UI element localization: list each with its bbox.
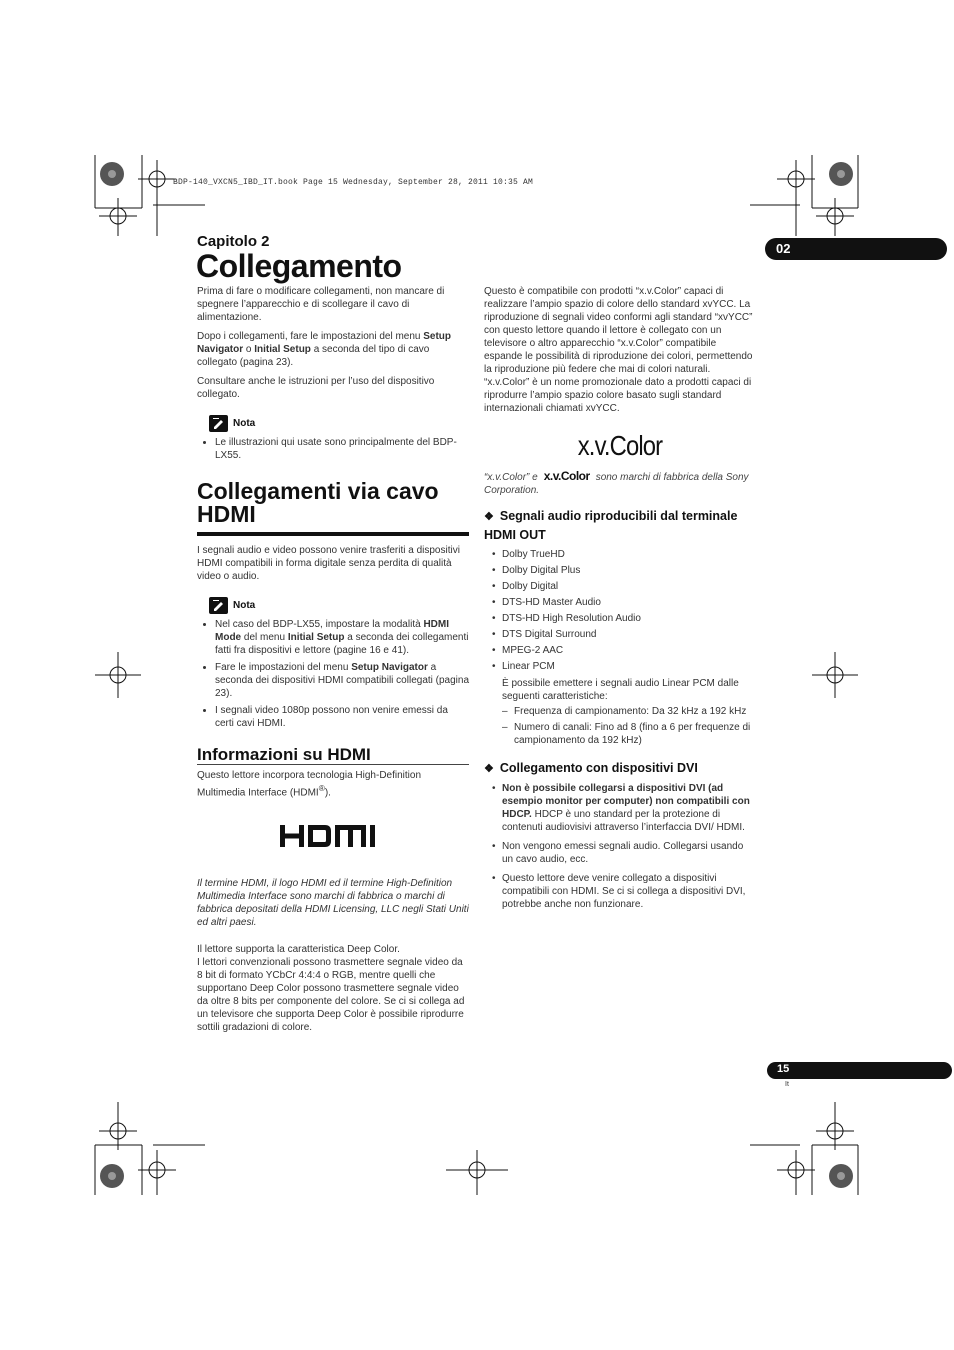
text: Initial Setup — [287, 632, 345, 643]
xvcolor-logo: x.v.Color — [577, 430, 663, 461]
xvcolor-promo: “x.v.Color” è un nome promozionale dato a prodotti capaci di riprodurre l’ampio spazio colore basato sugli standard internazionali chiamati xvYCC. — [484, 377, 752, 414]
section-title-info-hdmi: Informazioni su HDMI — [197, 748, 469, 765]
chapter-number: Capitolo 2 — [197, 233, 270, 250]
text: a seconda dei collegamenti fatti fra dispositivi e lettore (pagine 16 e 41). — [215, 632, 469, 656]
text: Dopo i collegamenti, fare le impostazioni del menu — [197, 331, 424, 342]
note-label: Nota — [233, 600, 256, 611]
hdmi-intro: I segnali audio e video possono venire trasferiti a dispositivi HDMI compatibili in forma digitale senza perdita di qualità video o audio. — [197, 545, 460, 582]
list-item: • Questo lettore deve venire collegato a dispositivi compatibili con HDMI. Se ci si collega a dispositivi DVI, potrebbe anche non funzionare. — [484, 872, 756, 911]
audio-format-list — [484, 548, 756, 673]
note-label: Nota — [233, 418, 256, 429]
registered-mark: ® — [318, 783, 325, 793]
hdmi-logo-graphic — [280, 825, 386, 847]
text: del menu — [241, 632, 288, 643]
note-list — [197, 436, 469, 462]
hdmi-logo — [197, 825, 469, 847]
diamond-icon: ❖ — [484, 763, 494, 775]
pencil-icon — [209, 415, 228, 432]
text: Nel caso del BDP-LX55, impostare la modalità — [215, 619, 424, 630]
setup-paragraph — [197, 330, 469, 369]
text: Fare le impostazioni del menu — [215, 662, 352, 673]
text: HDCP è uno standard per la protezione di contenuti audiovisivi attraverso l’interfaccia DVI/ HDMI. — [502, 809, 745, 833]
list-item: • I segnali video 1080p possono non venire emessi da certi cavi HDMI. — [215, 704, 469, 730]
text: Collegamento con dispositivi DVI — [499, 761, 698, 775]
list-item — [215, 661, 469, 700]
info-paragraph — [197, 769, 469, 799]
list-item: • Dolby Digital — [484, 580, 756, 593]
text: Non è possibile collegarsi a dispositivi DVI (ad esempio monitor per computer) non compatibili con HDCP. — [502, 783, 750, 820]
text: “x.v.Color” e — [484, 472, 538, 483]
diamond-icon: ❖ — [484, 511, 494, 523]
section-title-hdmi: Collegamenti via cavo HDMI — [197, 480, 469, 536]
dvi-section-title — [484, 759, 756, 778]
xvcolor-paragraph: Questo è compatibile con prodotti “x.v.Color” capaci di realizzare l’ampio spazio di colore dello standard xvYCC. La riproduzione di segnali video conformi agli standard “xvYCC” con questo lettore quando il lettore è collegato con un televisore o altro apparecchio “x.v.Color” compatibile espande le possibilità di riproduzione dei colori, permettendo la riproduzione più federe che mai di colori naturali. — [484, 286, 753, 375]
text: Questo lettore incorpora tecnologia High-Definition Multimedia Interface (HDMI — [197, 770, 422, 799]
list-item: • Dolby Digital Plus — [484, 564, 756, 577]
page-number-tab — [767, 1062, 952, 1079]
intro-paragraph: Prima di fare o modificare collegamenti, non mancare di spegnere l’apparecchio e di scollegare il cavo di alimentazione. — [197, 286, 445, 323]
list-item: • MPEG-2 AAC — [484, 644, 756, 657]
text: sono marchi di fabbrica della Sony Corporation. — [484, 472, 749, 496]
xvcolor-trademark-note — [484, 470, 756, 497]
text: HDMI Mode — [215, 619, 449, 643]
text: ). — [324, 787, 331, 799]
pencil-icon — [209, 597, 228, 614]
hdmi-trademark-note: Il termine HDMI, il logo HDMI ed il termine High-Definition Multimedia Interface sono marchi di fabbrica o marchi di fabbrica depositati della HDMI Licensing, LLC negli Stati Uniti ed altri paesi. — [197, 878, 469, 929]
left-column — [197, 285, 469, 1040]
audio-section-title — [484, 507, 756, 544]
pcm-spec-list — [502, 705, 756, 747]
deep-color-line: Il lettore supporta la caratteristica Deep Color. — [197, 944, 400, 956]
list-item: – Frequenza di campionamento: Da 32 kHz a 192 kHz — [502, 705, 756, 718]
list-item: • DTS-HD High Resolution Audio — [484, 612, 756, 625]
pcm-note: È possibile emettere i segnali audio Linear PCM dalle seguenti caratteristiche: — [502, 678, 739, 702]
list-item: • Le illustrazioni qui usate sono principalmente del BDP-LX55. — [215, 436, 469, 462]
text: Segnali audio riproducibili dal terminale HDMI OUT — [484, 509, 738, 542]
list-item: – Numero di canali: Fino ad 8 (fino a 6 per frequenze di campionamento da 192 kHz) — [502, 721, 756, 747]
list-item — [484, 782, 756, 834]
list-item: • DTS-HD Master Audio — [484, 596, 756, 609]
note-header — [209, 415, 469, 432]
manual-paragraph: Consultare anche le istruzioni per l’uso del dispositivo collegato. — [197, 376, 435, 400]
text: a seconda del tipo di cavo collegato (pagina 23). — [197, 344, 430, 368]
chapter-tab-label: 02 — [776, 241, 791, 256]
dvi-list — [484, 782, 756, 911]
text: o — [243, 344, 255, 355]
right-column — [484, 285, 756, 914]
deep-color-paragraph: I lettori convenzionali possono trasmettere segnale video da 8 bit di formato YCbCr 4:4:4 o RGB, mentre quelli che supportano Deep Color possono trasmettere segnale video da oltre 8 bits per componente del colore. Se ci si collega ad un televisore che supporta Deep Color è possibile riprodurre sottili gradazioni di colore. — [197, 957, 465, 1034]
list-item: • Linear PCM — [484, 660, 756, 673]
initial-setup-term: Initial Setup — [254, 344, 311, 355]
text: a seconda dei dispositivi HDMI compatibili collegati (pagina 23). — [215, 662, 470, 699]
note-header — [209, 597, 469, 614]
list-item: • Non vengono emessi segnali audio. Collegarsi usando un cavo audio, ecc. — [484, 840, 756, 866]
setup-navigator-term: Setup Navigator — [197, 331, 452, 355]
xvcolor-logo-small: x.v.Color — [543, 469, 590, 483]
chapter-title: Collegamento — [196, 248, 402, 284]
page-number: 15 — [777, 1063, 790, 1075]
list-item — [215, 618, 469, 657]
note-list — [197, 618, 469, 730]
chapter-tab — [765, 238, 947, 260]
language-label: It — [785, 1081, 789, 1088]
text: Setup Navigator — [351, 662, 428, 673]
list-item: • Dolby TrueHD — [484, 548, 756, 561]
list-item: • DTS Digital Surround — [484, 628, 756, 641]
print-header-line: BDP-140_VXCN5_IBD_IT.book Page 15 Wednesday, September 28, 2011 10:35 AM — [173, 178, 534, 187]
